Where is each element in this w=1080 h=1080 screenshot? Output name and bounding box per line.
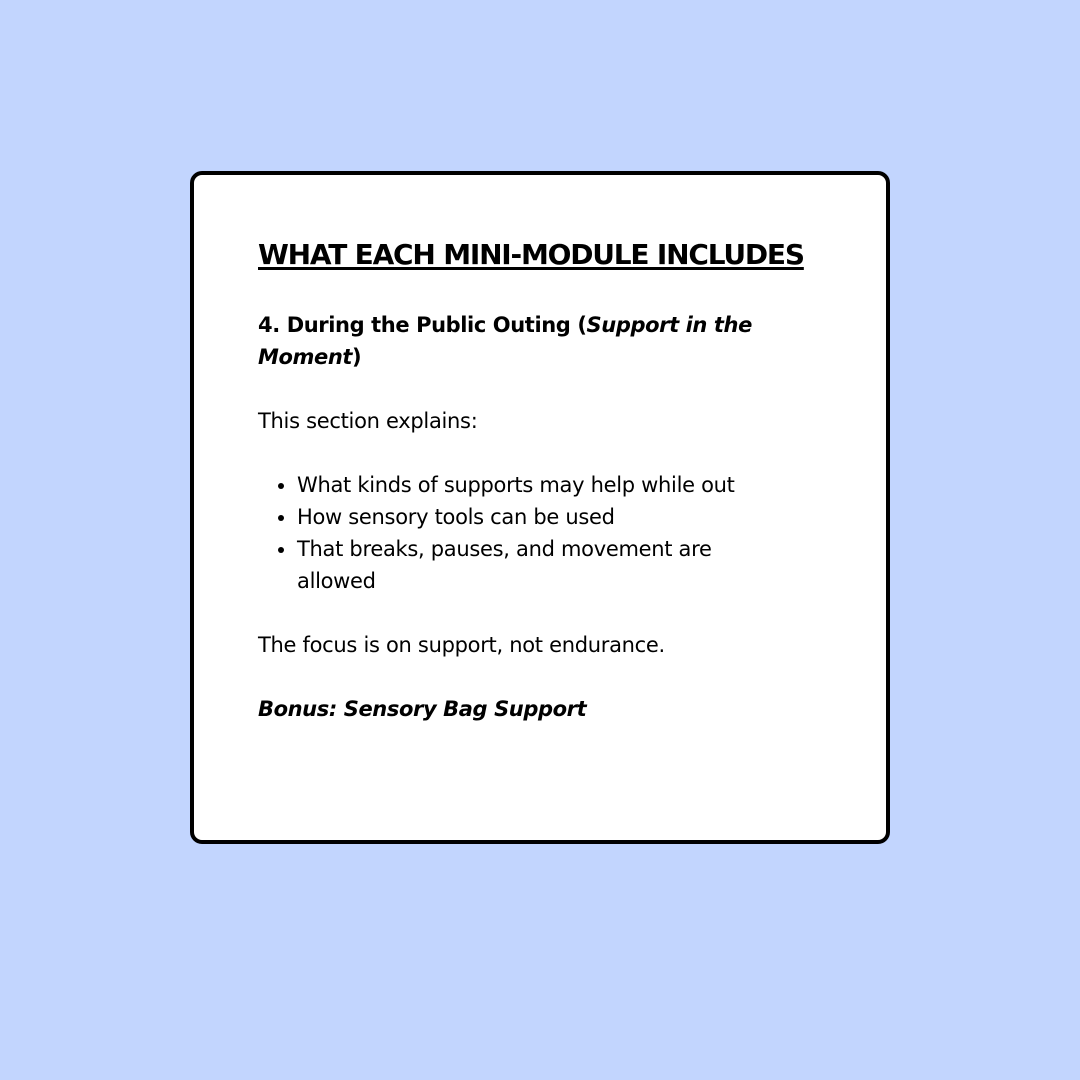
bonus-text: Bonus: Sensory Bag Support <box>258 697 587 721</box>
module-card <box>190 171 890 844</box>
intro-text: This section explains: <box>258 409 478 433</box>
list-item: • How sensory tools can be used <box>297 501 787 533</box>
bullet-list <box>258 469 848 597</box>
list-item: • What kinds of supports may help while out <box>297 469 787 501</box>
focus-text: The focus is on support, not endurance. <box>258 633 665 657</box>
section-subheading <box>258 309 778 373</box>
card-content <box>258 233 848 725</box>
page-title: WHAT EACH MINI-MODULE INCLUDES <box>258 238 804 271</box>
subheading-prefix: 4. During the Public Outing ( <box>258 313 587 337</box>
list-item: • That breaks, pauses, and movement are allowed <box>297 533 787 597</box>
subheading-suffix: ) <box>352 345 362 369</box>
subheading-emphasis: Support in the Moment <box>258 313 752 369</box>
